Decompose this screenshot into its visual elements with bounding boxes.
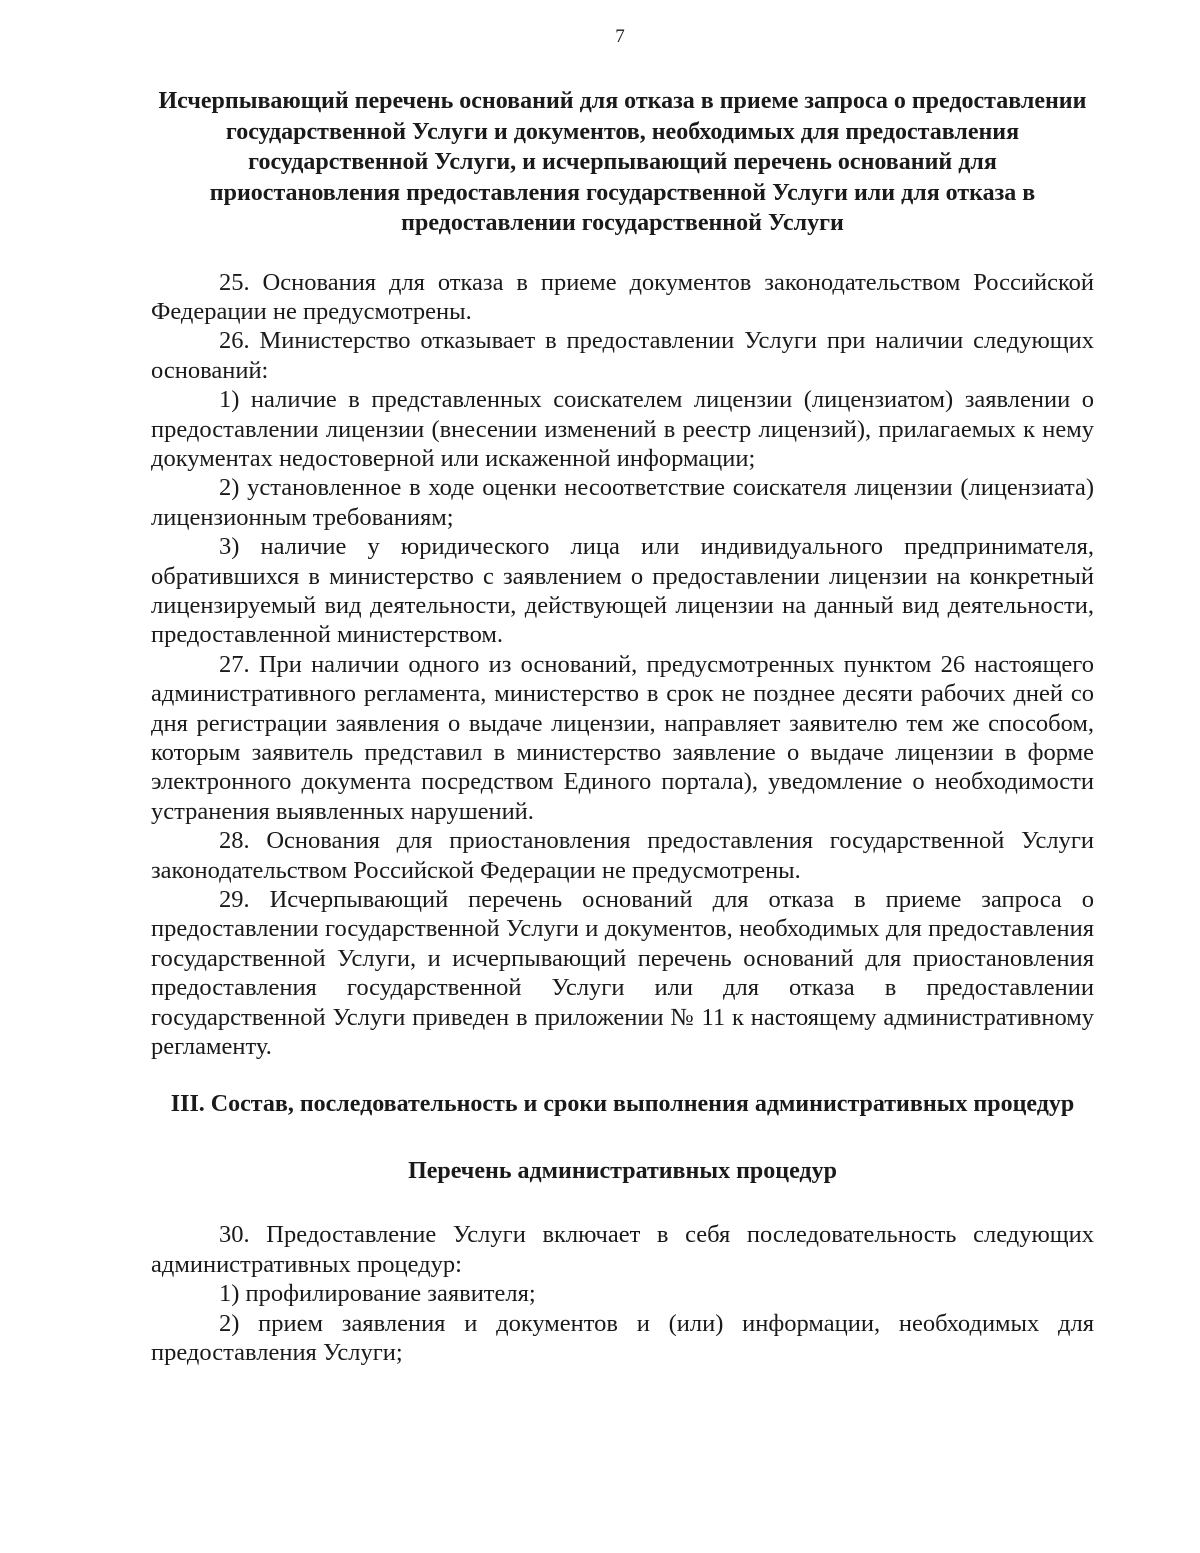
paragraph-26-item-2: 2) установленное в ходе оценки несоответствие соискателя лицензии (лицензиата) лицензионным требованиям;: [151, 474, 1094, 531]
heading-refusal-grounds: Исчерпывающий перечень оснований для отказа в приеме запроса о предоставлении государственной Услуги и документов, необходимых для предоставления государственной Услуги, и исчерпывающий перечень оснований для приостановления предоставления государственной Услуги или для отказа в предоставлении государственной Услуги: [158, 88, 1087, 236]
paragraph-30-item-2: 2) прием заявления и документов и (или) информации, необходимых для предоставления Услуги;: [151, 1309, 1094, 1367]
page-number: 7: [615, 26, 625, 47]
paragraph-26: 26. Министерство отказывает в предоставлении Услуги при наличии следующих оснований:: [151, 327, 1094, 384]
section-title: III. Состав, последовательность и сроки выполнения административных процедур: [170, 1091, 1075, 1118]
paragraph-26-item-1: 1) наличие в представленных соискателем лицензии (лицензиатом) заявлении о предоставлении лицензии (внесении изменений в реестр лицензий), прилагаемых к нему документах недостоверной или искаженной информации;: [151, 386, 1094, 472]
paragraph-30-item-1: 1) профилирование заявителя;: [219, 1280, 536, 1308]
subsection-title: Перечень административных процедур: [408, 1157, 837, 1184]
paragraph-group-refusal: [151, 268, 1094, 1062]
document-body: [151, 86, 1094, 1368]
paragraph-25: 25. Основания для отказа в приеме документов законодательством Российской Федерации не предусмотрены.: [151, 268, 1094, 325]
paragraph-29: 29. Исчерпывающий перечень оснований для отказа в приеме запроса о предоставлении государственной Услуги и документов, необходимых для предоставления государственной Услуги, и исчерпывающий перечень оснований для приостановления предоставления государственной Услуги или для отказа в предоставлении государственной Услуги приведен в приложении № 11 к настоящему административному регламенту.: [151, 886, 1094, 1061]
paragraph-group-procedures: [151, 1220, 1094, 1367]
paragraph-26-item-3: 3) наличие у юридического лица или индивидуального предпринимателя, обратившихся в министерство с заявлением о предоставлении лицензии на конкретный лицензируемый вид деятельности, действующей лицензии на данный вид деятельности, предоставленной министерством.: [151, 533, 1094, 649]
paragraph-30: 30. Предоставление Услуги включает в себя последовательность следующих административных процедур:: [151, 1221, 1094, 1278]
paragraph-28: 28. Основания для приостановления предоставления государственной Услуги законодательством Российской Федерации не предусмотрены.: [151, 827, 1094, 884]
paragraph-27: 27. При наличии одного из оснований, предусмотренных пунктом 26 настоящего административного регламента, министерство в срок не позднее десяти рабочих дней со дня регистрации заявления о выдаче лицензии, направляет заявителю тем же способом, которым заявитель представил в министерство заявление о выдаче лицензии в форме электронного документа посредством Единого портала), уведомление о необходимости устранения выявленных нарушений.: [151, 650, 1094, 825]
